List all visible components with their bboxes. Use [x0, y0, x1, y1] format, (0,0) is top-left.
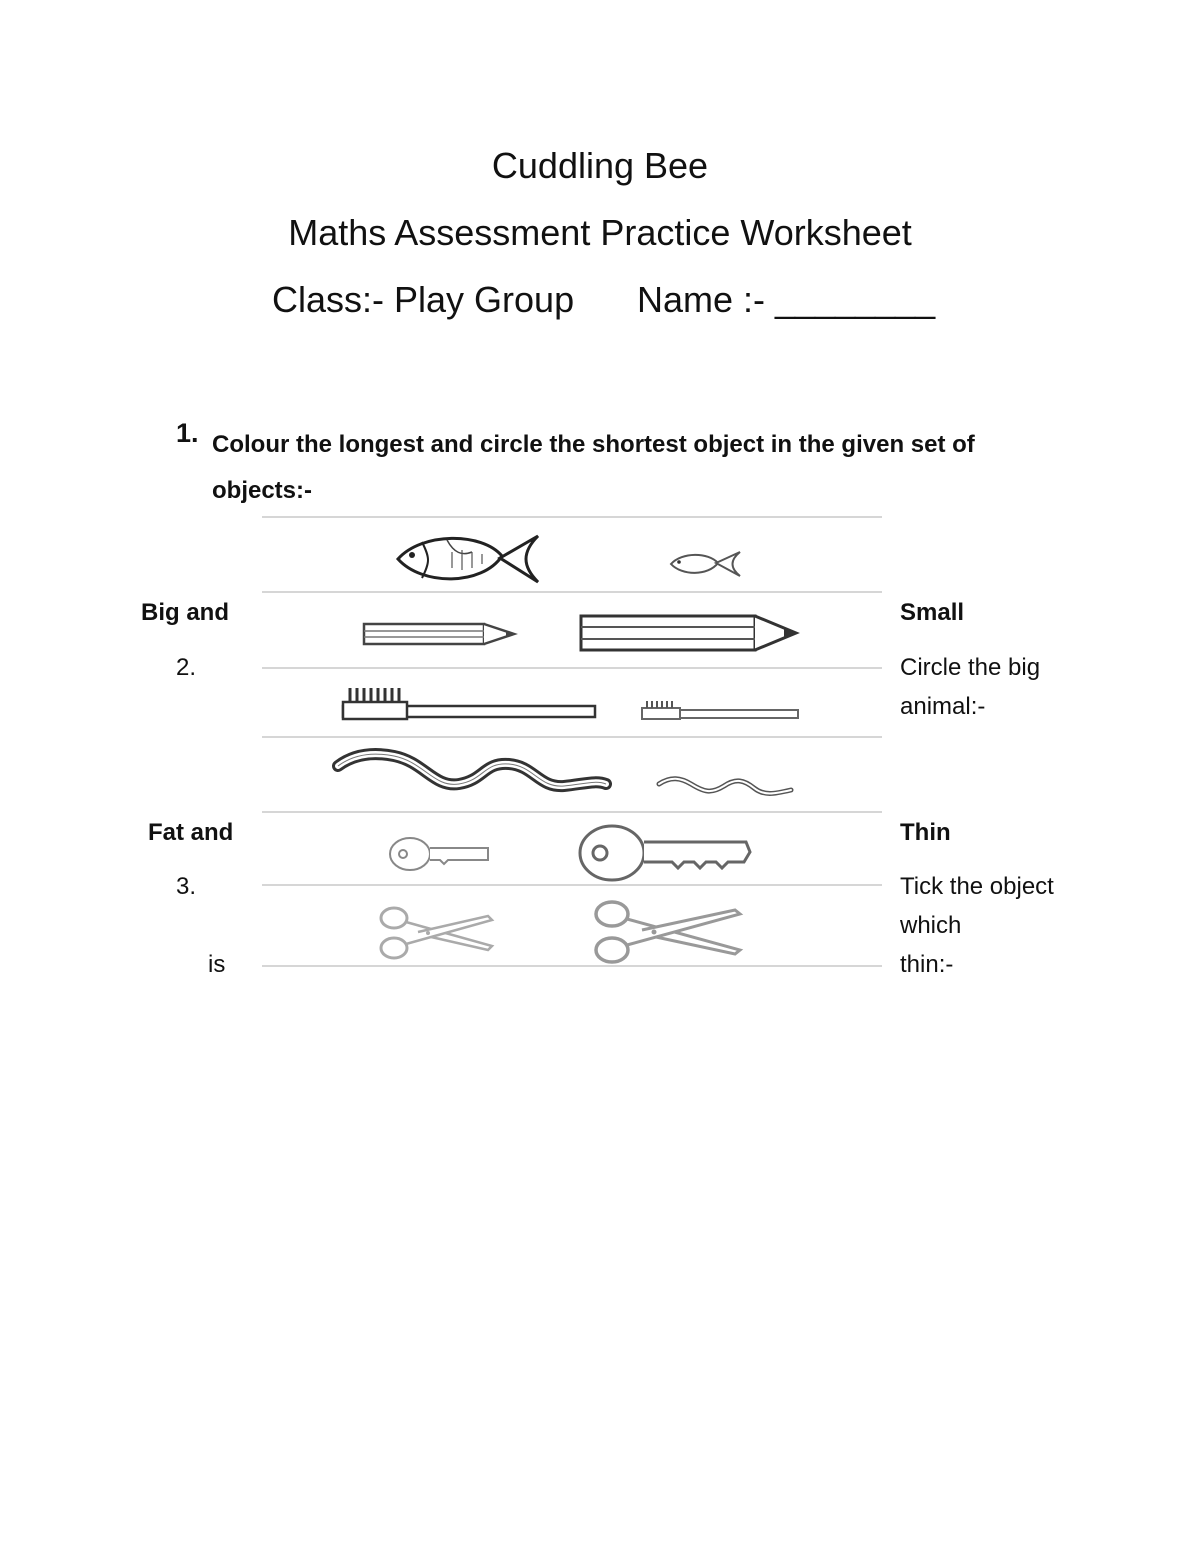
class-label: Class:- Play Group — [272, 279, 575, 320]
row-divider — [262, 591, 882, 593]
question-3-heading-right: Thin — [900, 819, 951, 846]
row-divider — [262, 811, 882, 813]
fish-small-icon[interactable] — [668, 548, 742, 580]
question-1-number: 1. — [176, 418, 199, 448]
key-small-icon[interactable] — [388, 834, 492, 874]
fish-big-icon[interactable] — [392, 528, 542, 590]
question-3-instruction-is: is — [208, 951, 226, 978]
row-divider — [262, 736, 882, 738]
question-2-number: 2. — [176, 654, 197, 681]
school-name: Cuddling Bee — [491, 145, 709, 186]
toothbrush-short-icon[interactable] — [640, 700, 800, 722]
snake-thin-icon[interactable] — [656, 772, 794, 802]
row-divider — [262, 516, 882, 518]
question-1-text: Colour the longest and circle the shortest object in the given set of objects:- — [212, 431, 975, 504]
scissors-small-icon[interactable] — [378, 904, 496, 964]
question-2-instruction: Circle the big animal:- — [900, 654, 1041, 720]
row-divider — [262, 667, 882, 669]
question-2-heading-left: Big and — [141, 599, 229, 626]
key-big-icon[interactable] — [578, 822, 754, 884]
question-3-heading-left: Fat and — [148, 819, 234, 846]
question-3-instruction: Tick the object which — [900, 873, 1054, 939]
snake-fat-icon[interactable] — [334, 748, 610, 804]
scissors-big-icon[interactable] — [592, 898, 744, 968]
question-3-number: 3. — [176, 873, 197, 900]
pencil-long-icon[interactable] — [578, 612, 800, 654]
name-field[interactable]: Name :- ________ — [637, 279, 936, 320]
row-divider — [262, 884, 882, 886]
pencil-short-icon[interactable] — [362, 620, 516, 648]
question-2-heading-right: Small — [900, 599, 965, 626]
worksheet-title: Maths Assessment Practice Worksheet — [288, 212, 912, 253]
row-divider — [262, 965, 882, 967]
question-3-instruction-end: thin:- — [900, 951, 954, 978]
toothbrush-long-icon[interactable] — [340, 686, 598, 722]
